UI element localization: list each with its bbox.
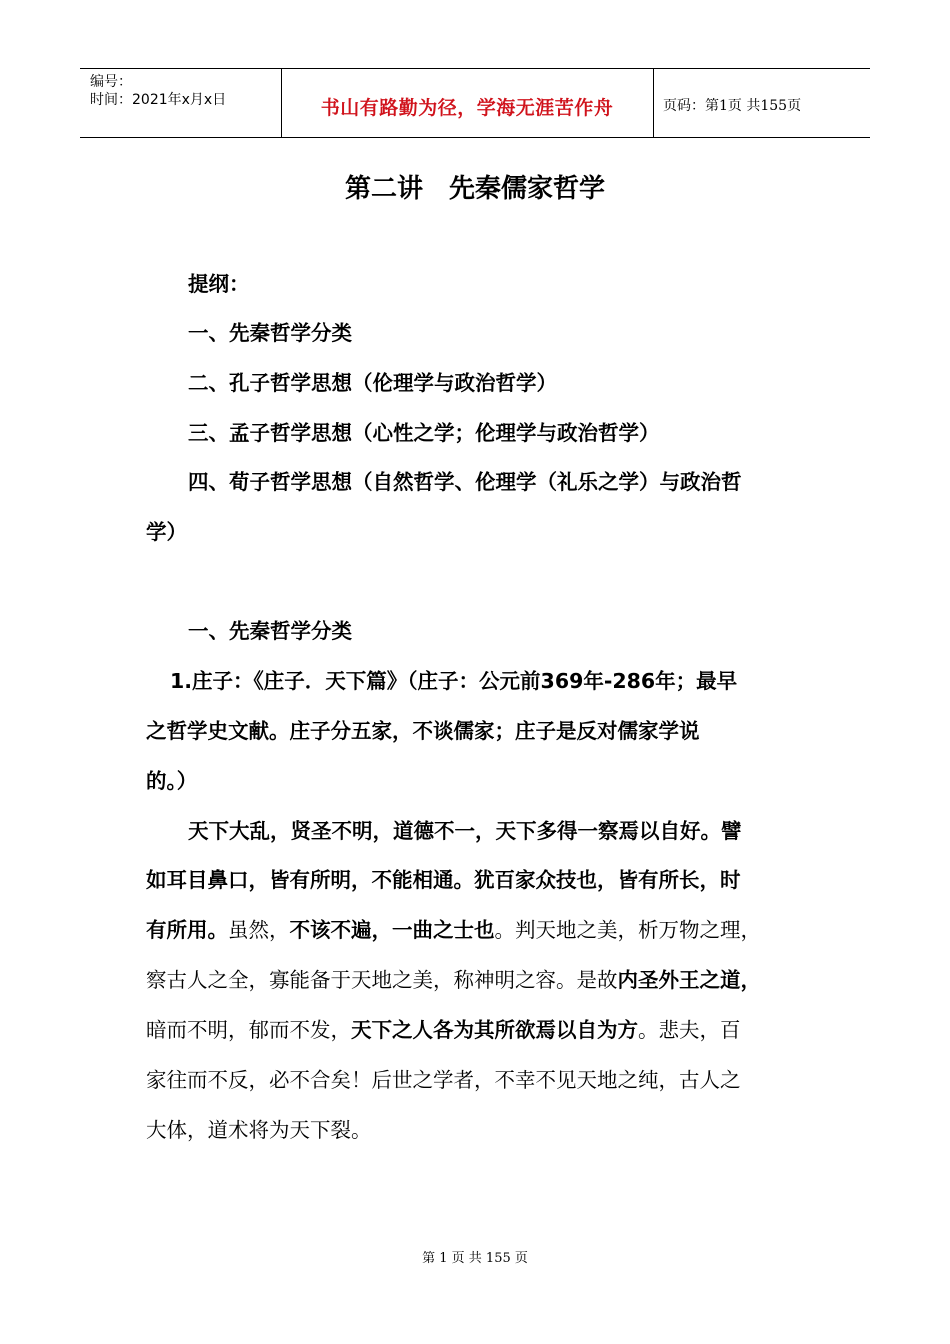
outline-heading: 提纲： — [188, 272, 250, 296]
outline-item-continuation: 学） — [146, 520, 187, 544]
page-header — [80, 68, 870, 138]
outline-item: 一、先秦哲学分类 — [188, 321, 352, 345]
quote-plain-span: 暗而不明，郁而不发， — [146, 1018, 351, 1042]
motto-text: 书山有路勤为径，学海无涯苦作舟 — [320, 97, 614, 119]
quote-plain-span: 虽然， — [228, 918, 290, 942]
quote-line — [146, 915, 761, 945]
header-meta-cell — [80, 69, 282, 137]
header-motto-cell — [281, 69, 654, 137]
quote-bold-span: 内圣外王之道， — [617, 968, 761, 992]
zhuangzi-line: 之哲学史文献。庄子分五家，不谈儒家；庄子是反对儒家学说 — [146, 719, 700, 743]
outline-item: 四、荀子哲学思想（自然哲学、伦理学（礼乐之学）与政治哲 — [188, 470, 742, 494]
quote-line: 家往而不反，必不合矣！后世之学者，不幸不见天地之纯，古人之 — [146, 1068, 741, 1092]
document-number-label: 编号： — [90, 74, 132, 90]
quote-line: 如耳目鼻口，皆有所明，不能相通。犹百家众技也，皆有所长，时 — [146, 868, 741, 892]
zhuangzi-line: 1.庄子：《庄子．天下篇》（庄子：公元前369年-286年；最早 — [170, 669, 738, 693]
outline-item: 三、孟子哲学思想（心性之学；伦理学与政治哲学） — [188, 421, 660, 445]
section-heading: 一、先秦哲学分类 — [188, 619, 352, 643]
quote-bold-span: 天下之人各为其所欲焉以自为方 — [351, 1018, 638, 1042]
quote-bold-span: 不该不遍，一曲之士也 — [289, 918, 495, 942]
quote-line — [146, 1015, 741, 1045]
quote-bold-span: 有所用。 — [146, 918, 228, 942]
quote-plain-span: 。判天地之美，析万物之理， — [494, 918, 761, 942]
header-page-cell — [653, 69, 870, 137]
lecture-title: 第二讲 先秦儒家哲学 — [344, 174, 605, 204]
quote-line — [146, 965, 761, 995]
page-footer: 第 1 页 共 155 页 — [422, 1251, 528, 1266]
quote-plain-span: 。悲夫，百 — [638, 1018, 741, 1042]
document-date-label: 时间：2021年x月x日 — [90, 92, 227, 108]
quote-plain-span: 察古人之全，寡能备于天地之美，称神明之容。是故 — [146, 968, 618, 992]
quote-line: 大体，道术将为天下裂。 — [146, 1118, 372, 1142]
quote-line: 天下大乱，贤圣不明，道德不一，天下多得一察焉以自好。譬 — [188, 819, 742, 843]
page-info: 页码：第1页 共155页 — [663, 98, 802, 114]
zhuangzi-line: 的。） — [146, 769, 198, 793]
outline-item: 二、孔子哲学思想（伦理学与政治哲学） — [188, 371, 557, 395]
